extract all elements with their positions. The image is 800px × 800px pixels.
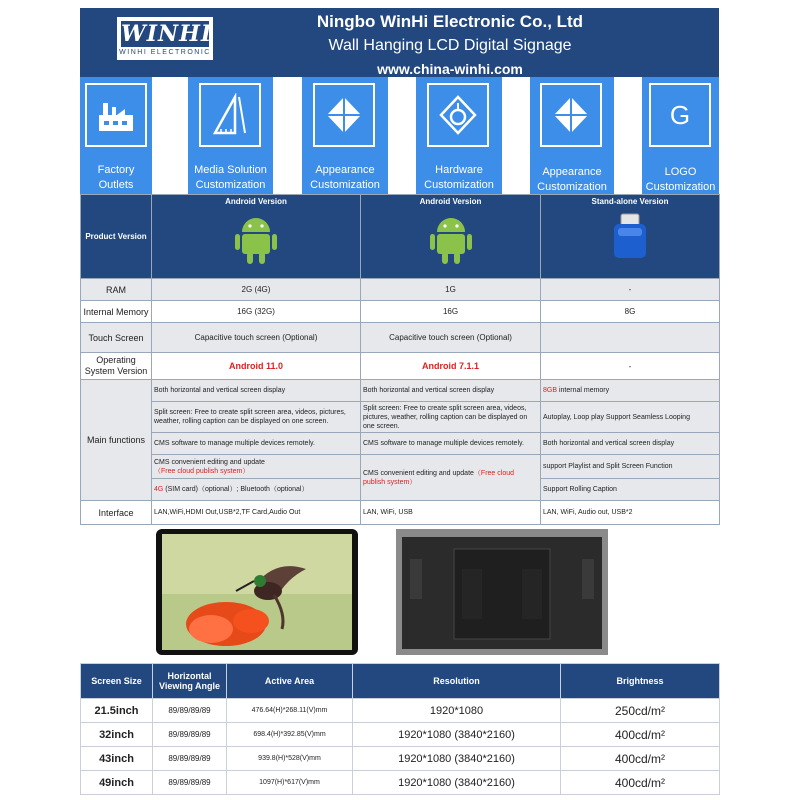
- touch-value: Capacitive touch screen (Optional): [152, 323, 361, 353]
- table-row: 49inch 89/89/89/89 1097(H)*617(V)mm 1920*1080 (3840*2160) 400cd/m²: [81, 771, 720, 795]
- svg-text:G: G: [669, 100, 691, 130]
- factory-icon: [95, 93, 137, 137]
- tile-factory-outlets[interactable]: Factory Outlets: [80, 77, 152, 194]
- customization-tiles: [80, 77, 719, 194]
- tile-appearance-1[interactable]: Appearance Customization: [302, 77, 388, 194]
- interface-value: LAN, WiFi, USB: [361, 501, 541, 525]
- touch-value: [541, 323, 720, 353]
- version-standalone: Stand-alone Version: [541, 195, 720, 279]
- function-item: Split screen: Free to create split screen area, videos, pictures, weather, rolling caption can be displayed on one screen.: [361, 402, 541, 433]
- os-label: Operating System Version: [81, 353, 152, 380]
- product-front-photo: [156, 529, 358, 655]
- interface-value: LAN, WiFi, Audio out, USB*2: [541, 501, 720, 525]
- memory-value: 8G: [541, 301, 720, 323]
- col-header: Screen Size: [81, 664, 153, 699]
- spec-table: [80, 194, 720, 525]
- android-robot-icon: [429, 212, 473, 266]
- function-item: Both horizontal and vertical screen display: [152, 380, 361, 402]
- header-banner: [80, 8, 719, 77]
- appearance-diamond-icon: [550, 93, 592, 137]
- ram-value: 2G (4G): [152, 279, 361, 301]
- function-item: CMS software to manage multiple devices remotely.: [361, 433, 541, 455]
- hummingbird-screen-image: [156, 529, 358, 655]
- rear-panel-image: [396, 529, 608, 655]
- hardware-chip-icon: [437, 93, 479, 137]
- tile-media-solution[interactable]: Media Solution Customization: [188, 77, 273, 194]
- logo-g-icon: [659, 93, 701, 137]
- ram-value: 1G: [361, 279, 541, 301]
- col-header: Horizontal Viewing Angle: [153, 664, 227, 699]
- android-robot-icon: [234, 212, 278, 266]
- company-name: Ningbo WinHi Electronic Co., Ltd: [316, 12, 584, 31]
- appearance-diamond-icon: [323, 93, 365, 137]
- ram-label: RAM: [81, 279, 152, 301]
- product-back-photo: [396, 529, 608, 655]
- usb-drive-icon: [610, 212, 650, 262]
- os-value: Android 7.1.1: [361, 353, 541, 380]
- function-item: CMS software to manage multiple devices remotely.: [152, 433, 361, 455]
- function-item: 4G (SIM card)（optional）; Bluetooth（optional）: [152, 479, 361, 501]
- function-item: CMS convenient editing and update（Free cloud publish system）: [152, 455, 361, 479]
- product-version-label: Product Version: [81, 195, 152, 279]
- logo-wordmark: WINHI: [121, 21, 213, 47]
- version-android-11: Android Version: [152, 195, 361, 279]
- memory-value: 16G (32G): [152, 301, 361, 323]
- product-subtitle: Wall Hanging LCD Digital Signage: [328, 37, 572, 54]
- interface-label: Interface: [81, 501, 152, 525]
- version-android-7: Android Version: [361, 195, 541, 279]
- col-header: Resolution: [353, 664, 561, 699]
- logo-subtext: WINHI ELECTRONIC: [119, 49, 211, 56]
- table-row: 43inch 89/89/89/89 939.8(H)*528(V)mm 1920*1080 (3840*2160) 400cd/m²: [81, 747, 720, 771]
- touch-label: Touch Screen: [81, 323, 152, 353]
- table-row: 21.5inch 89/89/89/89 476.64(H)*268.11(V)mm 1920*1080 250cd/m²: [81, 699, 720, 723]
- table-row: 32inch 89/89/89/89 698.4(H)*392.85(V)mm 1920*1080 (3840*2160) 400cd/m²: [81, 723, 720, 747]
- tile-hardware[interactable]: Hardware Customization: [416, 77, 502, 194]
- screen-size-table: [80, 663, 720, 795]
- touch-value: Capacitive touch screen (Optional): [361, 323, 541, 353]
- memory-value: 16G: [361, 301, 541, 323]
- function-item: Autoplay, Loop play Support Seamless Looping: [541, 402, 720, 433]
- main-functions-label: Main functions: [81, 380, 152, 501]
- os-value: -: [541, 353, 720, 380]
- ram-value: -: [541, 279, 720, 301]
- col-header: Active Area: [227, 664, 353, 699]
- winhi-logo: [117, 17, 213, 60]
- col-header: Brightness: [561, 664, 720, 699]
- function-item: support Playlist and Split Screen Function: [541, 455, 720, 479]
- memory-label: Internal Memory: [81, 301, 152, 323]
- function-item: Both horizontal and vertical screen display: [541, 433, 720, 455]
- ruler-triangle-icon: [209, 93, 251, 137]
- os-value: Android 11.0: [152, 353, 361, 380]
- function-item: Split screen: Free to create split screen area, videos, pictures, weather, rolling caption can be displayed on one screen.: [152, 402, 361, 433]
- tile-appearance-2[interactable]: Appearance Customization: [530, 77, 614, 194]
- interface-value: LAN,WiFi,HDMI Out,USB*2,TF Card,Audio Out: [152, 501, 361, 525]
- function-item: Support Rolling Caption: [541, 479, 720, 501]
- function-item: 8GB internal memory: [541, 380, 720, 402]
- function-item: Both horizontal and vertical screen display: [361, 380, 541, 402]
- function-item: CMS convenient editing and update（Free cloud publish system）: [361, 455, 541, 501]
- tile-logo[interactable]: G LOGO Customization: [642, 77, 719, 194]
- website-link[interactable]: www.china-winhi.com: [377, 61, 523, 77]
